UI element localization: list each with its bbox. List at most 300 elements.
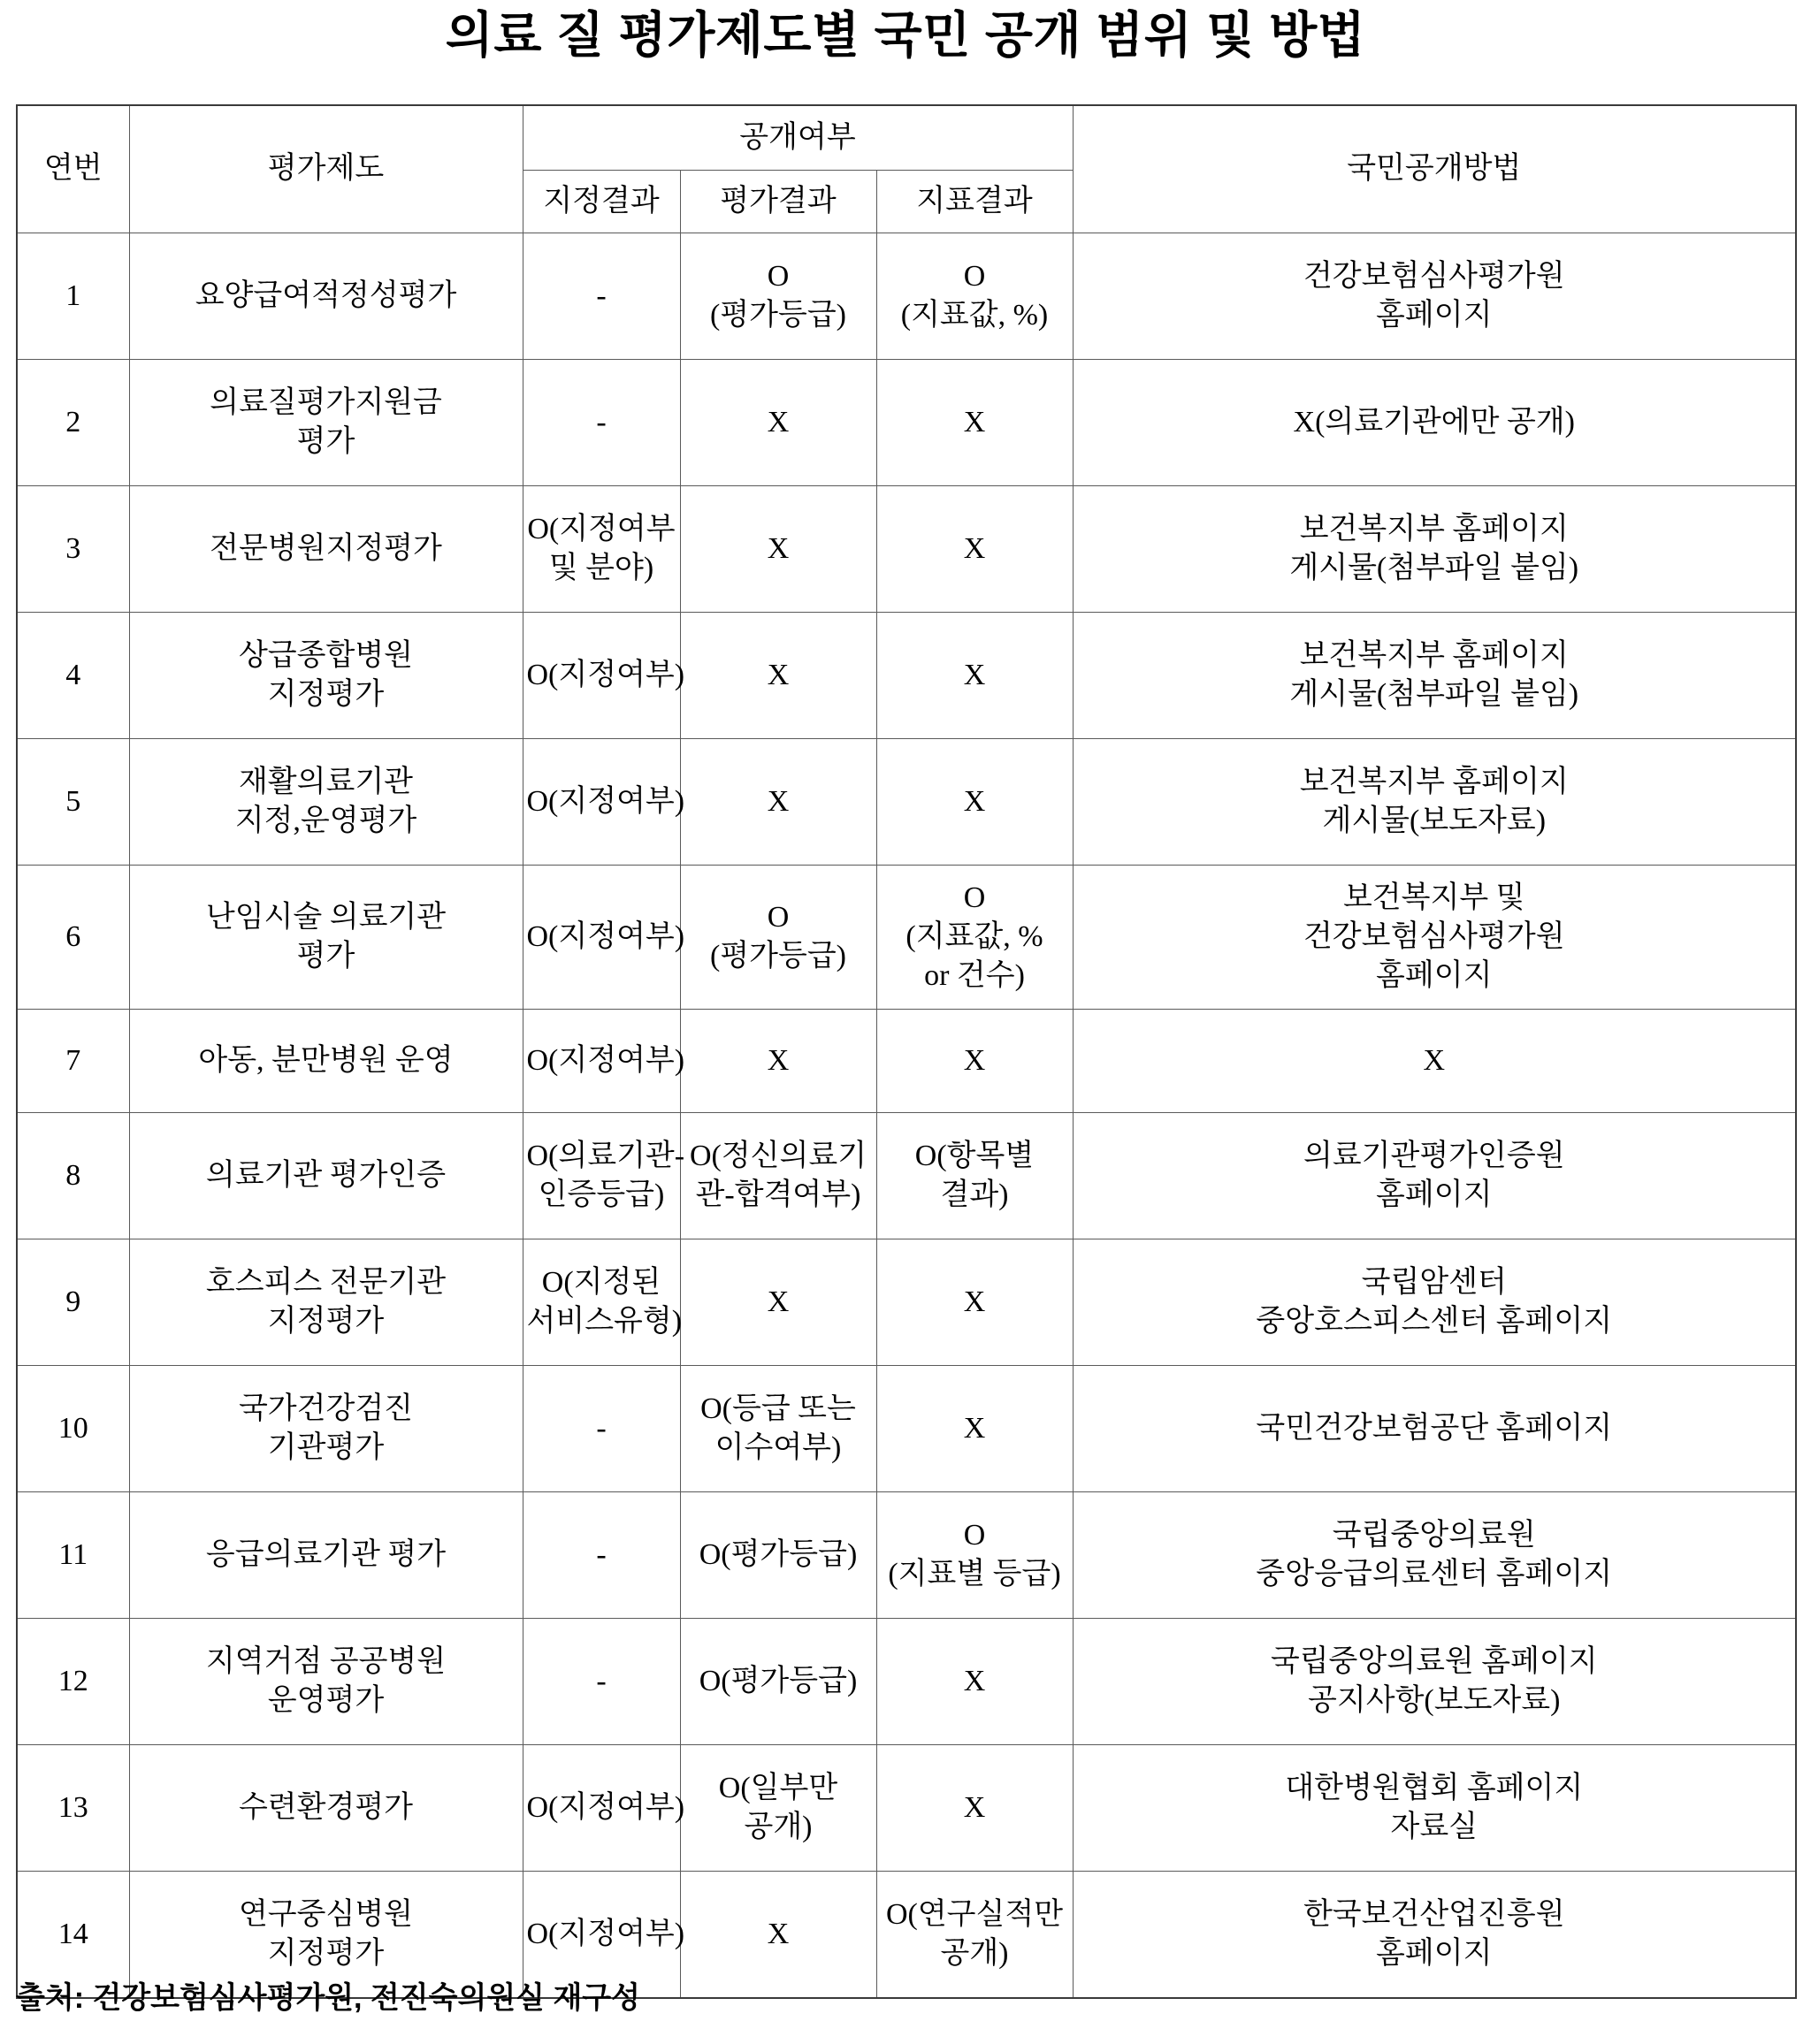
- cell-evaluation-text: [684, 782, 873, 821]
- table-row: [17, 613, 1796, 739]
- cell-system-line: 운영평가: [267, 1684, 385, 1717]
- cell-evaluation-line: X: [767, 1043, 790, 1077]
- cell-system: [129, 1619, 523, 1745]
- cell-evaluation-line: O(정신의료기: [689, 1139, 867, 1172]
- cell-no: [17, 739, 129, 866]
- cell-evaluation-text: [684, 257, 873, 335]
- cell-evaluation-line: O(일부만: [718, 1771, 838, 1804]
- cell-designation: [523, 1113, 685, 1239]
- cell-designation-text: [527, 277, 676, 316]
- cell-designation: [523, 613, 685, 739]
- cell-method-line: 홈페이지: [1376, 1937, 1493, 1970]
- cell-designation: [523, 1745, 685, 1872]
- cell-method: [1073, 1113, 1796, 1239]
- cell-indicator: [876, 360, 1073, 486]
- cell-no: [17, 1113, 129, 1239]
- cell-evaluation-text: [684, 656, 873, 695]
- cell-evaluation: [680, 1745, 876, 1872]
- cell-designation-line: O(지정여부): [526, 1917, 685, 1950]
- cell-evaluation-line: O: [767, 900, 790, 934]
- table-row: [17, 1619, 1796, 1745]
- column-header-group-disclosure: 공개여부: [523, 105, 1073, 171]
- cell-indicator-line: O: [963, 259, 986, 293]
- cell-indicator-line: X: [963, 405, 986, 439]
- cell-no-line: 1: [65, 278, 81, 312]
- cell-evaluation-text: [684, 1662, 873, 1701]
- cell-system: [129, 1366, 523, 1492]
- cell-designation-line: 인증등급): [538, 1178, 665, 1211]
- cell-method: [1073, 233, 1796, 360]
- cell-evaluation: [680, 233, 876, 360]
- cell-designation-line: O(지정여부): [526, 658, 685, 691]
- cell-evaluation-line: (평가등급): [709, 299, 847, 332]
- cell-method-text: [1077, 1041, 1792, 1080]
- cell-no: [17, 1745, 129, 1872]
- table-row: [17, 486, 1796, 613]
- cell-method-text: [1077, 1137, 1792, 1215]
- cell-method: [1073, 1492, 1796, 1619]
- cell-evaluation-line: O(평가등급): [699, 1537, 858, 1571]
- cell-indicator: [876, 1619, 1073, 1745]
- cell-designation: [523, 1010, 685, 1113]
- cell-evaluation-text: [684, 1915, 873, 1954]
- cell-no-line: 10: [57, 1411, 88, 1445]
- cell-designation-line: -: [596, 1411, 607, 1445]
- cell-designation: [523, 486, 680, 613]
- cell-designation-text: [527, 1536, 676, 1575]
- cell-system-text: [134, 277, 519, 316]
- cell-method-line: 게시물(보도자료): [1322, 805, 1547, 837]
- cell-method-line: 대한병원협회 홈페이지: [1285, 1771, 1584, 1804]
- cell-system-line: 지정평가: [267, 678, 385, 711]
- cell-system: [129, 866, 523, 1010]
- table-body: [17, 233, 1796, 1999]
- cell-method-text: [1077, 1643, 1792, 1720]
- cell-no-text: [21, 1041, 126, 1080]
- cell-no: [17, 1010, 129, 1113]
- cell-indicator: [876, 233, 1073, 360]
- cell-method: [1073, 739, 1796, 866]
- cell-system-line: 재활의료기관: [238, 765, 414, 798]
- cell-evaluation: [680, 1492, 876, 1619]
- cell-indicator-line: (지표값, %: [906, 919, 1043, 953]
- cell-evaluation-line: (평가등급): [709, 940, 847, 972]
- cell-evaluation-line: 관-합격여부): [695, 1178, 861, 1211]
- cell-system-line: 지정,운영평가: [234, 805, 417, 837]
- cell-designation-line: 서비스유형): [526, 1305, 683, 1338]
- cell-no-line: 11: [58, 1537, 88, 1571]
- cell-method-text: [1077, 1263, 1792, 1341]
- cell-evaluation: [680, 360, 876, 486]
- cell-method: [1073, 1010, 1796, 1113]
- cell-system: [129, 739, 523, 866]
- cell-evaluation-line: O(평가등급): [699, 1664, 858, 1697]
- cell-no: [17, 1492, 129, 1619]
- cell-no-text: [21, 1283, 126, 1322]
- cell-no-text: [21, 403, 126, 442]
- cell-method: [1073, 866, 1796, 1010]
- cell-evaluation: [680, 1872, 876, 1999]
- cell-designation-line: -: [596, 1664, 607, 1697]
- cell-method: [1073, 486, 1796, 613]
- cell-evaluation: [680, 1010, 876, 1113]
- cell-no-line: 8: [65, 1158, 81, 1192]
- cell-method-line: 보건복지부 홈페이지: [1299, 638, 1569, 672]
- cell-no-text: [21, 1156, 126, 1195]
- cell-no-text: [21, 656, 126, 695]
- cell-designation-line: -: [596, 1537, 607, 1571]
- cell-system-text: [134, 898, 519, 976]
- cell-no-line: 12: [57, 1664, 88, 1697]
- cell-designation: [523, 1366, 680, 1492]
- column-header-method: 국민공개방법: [1073, 105, 1796, 233]
- table-row: [17, 739, 1796, 866]
- table-row: [17, 360, 1796, 486]
- cell-indicator-line: X: [963, 658, 986, 691]
- cell-system-line: 상급종합병원: [238, 638, 414, 672]
- cell-designation: [523, 1239, 683, 1366]
- cell-designation-text: [526, 918, 685, 957]
- cell-system-line: 의료기관 평가인증: [205, 1158, 447, 1192]
- cell-system-text: [134, 637, 519, 714]
- cell-indicator: [876, 613, 1073, 739]
- table-header: [17, 105, 1796, 233]
- cell-indicator-line: 공개): [940, 1937, 1009, 1970]
- cell-indicator-text: [881, 1041, 1069, 1080]
- cell-evaluation-line: X: [767, 784, 790, 818]
- cell-evaluation-line: X: [767, 1917, 790, 1950]
- column-header-designation-result: 지정결과: [523, 171, 680, 233]
- cell-designation: [523, 739, 685, 866]
- cell-evaluation: [680, 486, 876, 613]
- cell-designation-line: -: [596, 278, 607, 312]
- cell-method: [1073, 1872, 1796, 1999]
- cell-method-line: 건강보험심사평가원: [1303, 259, 1565, 293]
- cell-method-text: [1077, 1516, 1792, 1594]
- column-header-no: 연번: [17, 105, 129, 233]
- cell-designation: [523, 233, 680, 360]
- cell-system-line: 의료질평가지원금: [210, 385, 442, 419]
- cell-designation-text: [526, 1137, 685, 1215]
- cell-method-line: 국립암센터: [1361, 1265, 1507, 1299]
- cell-evaluation-line: O: [767, 259, 790, 293]
- cell-system-text: [134, 384, 519, 461]
- cell-system-line: 호스피스 전문기관: [205, 1265, 447, 1299]
- cell-indicator-text: [881, 1662, 1069, 1701]
- cell-indicator-line: (지표별 등급): [888, 1558, 1061, 1590]
- cell-indicator-text: [881, 403, 1069, 442]
- cell-indicator: [876, 1010, 1073, 1113]
- cell-indicator-text: [881, 530, 1069, 568]
- cell-evaluation: [680, 866, 876, 1010]
- cell-indicator-text: [881, 1137, 1069, 1215]
- cell-method: [1073, 613, 1796, 739]
- cell-evaluation-line: 이수여부): [714, 1431, 842, 1464]
- cell-no-line: 2: [65, 405, 81, 439]
- cell-designation-text: [527, 403, 676, 442]
- cell-evaluation: [680, 1366, 876, 1492]
- cell-designation-text: [526, 1041, 685, 1080]
- cell-evaluation-text: [684, 530, 873, 568]
- cell-system-line: 기관평가: [267, 1431, 385, 1464]
- cell-designation: [523, 1492, 680, 1619]
- cell-no-text: [21, 530, 126, 568]
- cell-method: [1073, 360, 1796, 486]
- cell-no-text: [21, 1536, 126, 1575]
- cell-method-line: X(의료기관에만 공개): [1293, 405, 1575, 439]
- cell-indicator: [876, 486, 1073, 613]
- cell-method-line: 홈페이지: [1376, 299, 1493, 332]
- cell-system: [129, 233, 523, 360]
- cell-indicator: [876, 1113, 1073, 1239]
- cell-indicator-text: [881, 1895, 1069, 1973]
- cell-no-line: 9: [65, 1285, 81, 1318]
- cell-no: [17, 613, 129, 739]
- cell-system-line: 아동, 분만병원 운영: [198, 1043, 454, 1077]
- cell-method-text: [1077, 1409, 1792, 1448]
- cell-no-line: 4: [65, 658, 81, 691]
- cell-designation: [523, 1619, 680, 1745]
- cell-evaluation-line: X: [767, 405, 790, 439]
- cell-no-text: [21, 1915, 126, 1954]
- cell-no-line: 6: [65, 919, 81, 953]
- cell-designation-line: O(지정여부: [527, 512, 676, 545]
- cell-system-text: [134, 1041, 519, 1080]
- cell-no: [17, 1239, 129, 1366]
- cell-indicator-line: X: [963, 1285, 986, 1318]
- cell-no-text: [21, 1409, 126, 1448]
- cell-system: [129, 1010, 523, 1113]
- table-row: [17, 1113, 1796, 1239]
- cell-system-line: 평가: [296, 425, 355, 458]
- cell-method-text: [1077, 1895, 1792, 1973]
- cell-designation-line: O(의료기관-: [526, 1139, 685, 1172]
- cell-designation-line: -: [596, 405, 607, 439]
- cell-method-line: 보건복지부 홈페이지: [1299, 765, 1569, 798]
- cell-method-line: 한국보건산업진흥원: [1303, 1897, 1565, 1931]
- disclosure-table: [16, 104, 1797, 1999]
- cell-indicator-text: [881, 1283, 1069, 1322]
- cell-system-line: 국가건강검진: [238, 1392, 414, 1425]
- cell-system-text: [134, 1788, 519, 1827]
- cell-indicator-line: O(연구실적만: [885, 1897, 1064, 1931]
- cell-indicator-text: [881, 782, 1069, 821]
- cell-indicator-line: O(항목별: [914, 1139, 1035, 1172]
- cell-no-text: [21, 1788, 126, 1827]
- cell-indicator: [876, 1872, 1073, 1999]
- cell-designation-text: [526, 1788, 685, 1827]
- cell-system-line: 지정평가: [267, 1937, 385, 1970]
- cell-indicator-text: [881, 1516, 1069, 1594]
- cell-indicator: [876, 1239, 1073, 1366]
- cell-designation-line: O(지정여부): [526, 784, 685, 818]
- cell-evaluation-text: [684, 898, 873, 976]
- cell-system-line: 전문병원지정평가: [210, 531, 442, 565]
- cell-system: [129, 1492, 523, 1619]
- cell-designation-text: [526, 782, 685, 821]
- cell-no-line: 14: [57, 1917, 88, 1950]
- cell-system: [129, 1745, 523, 1872]
- cell-evaluation-line: X: [767, 1285, 790, 1318]
- cell-method-line: X: [1423, 1043, 1446, 1077]
- cell-method-text: [1077, 1769, 1792, 1847]
- table-row: [17, 1010, 1796, 1113]
- cell-evaluation: [680, 1113, 876, 1239]
- cell-indicator-line: (지표값, %): [900, 299, 1049, 332]
- cell-system-line: 응급의료기관 평가: [205, 1537, 447, 1571]
- cell-indicator: [876, 1492, 1073, 1619]
- cell-designation-line: O(지정여부): [526, 1043, 685, 1077]
- cell-designation-text: [526, 656, 685, 695]
- table-row: [17, 233, 1796, 360]
- cell-method-line: 게시물(첨부파일 붙임): [1289, 552, 1579, 584]
- cell-indicator-line: X: [963, 1411, 986, 1445]
- cell-designation-line: O(지정여부): [526, 919, 685, 953]
- cell-system-line: 요양급여적정성평가: [195, 278, 457, 312]
- cell-method-text: [1077, 403, 1792, 442]
- cell-method: [1073, 1366, 1796, 1492]
- cell-indicator-text: [881, 879, 1069, 996]
- cell-method-text: [1077, 257, 1792, 335]
- table-row: [17, 1492, 1796, 1619]
- cell-evaluation-text: [684, 1137, 873, 1215]
- cell-indicator-line: X: [963, 784, 986, 818]
- cell-system-text: [134, 763, 519, 841]
- cell-designation-text: [526, 1263, 683, 1341]
- cell-method: [1073, 1239, 1796, 1366]
- cell-designation-text: [527, 1409, 676, 1448]
- cell-evaluation-text: [684, 403, 873, 442]
- cell-indicator-line: or 건수): [924, 959, 1025, 993]
- cell-system-text: [134, 1156, 519, 1195]
- cell-method: [1073, 1619, 1796, 1745]
- cell-evaluation: [680, 613, 876, 739]
- cell-indicator-line: X: [963, 1790, 986, 1824]
- cell-method-line: 국민건강보험공단 홈페이지: [1256, 1411, 1613, 1445]
- cell-indicator-text: [881, 257, 1069, 335]
- cell-system: [129, 360, 523, 486]
- cell-no-text: [21, 1662, 126, 1701]
- cell-evaluation: [680, 1239, 876, 1366]
- cell-method-line: 게시물(첨부파일 붙임): [1289, 678, 1579, 711]
- cell-evaluation-text: [684, 1390, 873, 1468]
- table-row: [17, 1239, 1796, 1366]
- cell-method-line: 국립중앙의료원: [1332, 1518, 1536, 1552]
- cell-evaluation-line: O(등급 또는: [700, 1392, 856, 1425]
- cell-system-line: 연구중심병원: [238, 1897, 414, 1931]
- cell-system-text: [134, 1390, 519, 1468]
- cell-method-line: 국립중앙의료원 홈페이지: [1270, 1644, 1598, 1678]
- cell-method-line: 홈페이지: [1376, 959, 1493, 993]
- disclosure-table-container: [16, 104, 1795, 1999]
- cell-no: [17, 1366, 129, 1492]
- cell-system-line: 평가: [296, 940, 355, 972]
- column-header-indicator-result: 지표결과: [876, 171, 1073, 233]
- cell-indicator: [876, 739, 1073, 866]
- cell-designation: [523, 866, 685, 1010]
- cell-designation-line: O(지정여부): [526, 1790, 685, 1824]
- cell-system-text: [134, 1895, 519, 1973]
- cell-method-line: 홈페이지: [1376, 1178, 1493, 1211]
- table-row: [17, 1366, 1796, 1492]
- cell-system-text: [134, 1643, 519, 1720]
- column-header-evaluation-result: 평가결과: [680, 171, 876, 233]
- cell-indicator: [876, 866, 1073, 1010]
- table-row: [17, 866, 1796, 1010]
- cell-no-text: [21, 918, 126, 957]
- column-header-system: 평가제도: [129, 105, 523, 233]
- cell-method-line: 보건복지부 홈페이지: [1299, 512, 1569, 545]
- cell-no-line: 5: [65, 784, 81, 818]
- table-row: [17, 1745, 1796, 1872]
- cell-indicator-text: [881, 656, 1069, 695]
- cell-designation: [523, 360, 680, 486]
- cell-no-text: [21, 277, 126, 316]
- cell-method-text: [1077, 879, 1792, 996]
- cell-no-line: 3: [65, 531, 81, 565]
- cell-system-line: 지정평가: [267, 1305, 385, 1338]
- cell-system-text: [134, 530, 519, 568]
- cell-evaluation-text: [684, 1283, 873, 1322]
- cell-evaluation-text: [684, 1041, 873, 1080]
- cell-method-line: 건강보험심사평가원: [1303, 919, 1565, 953]
- cell-no-line: 7: [65, 1043, 81, 1077]
- cell-indicator-text: [881, 1788, 1069, 1827]
- cell-designation-text: [527, 510, 676, 588]
- cell-method-line: 중앙응급의료센터 홈페이지: [1256, 1558, 1613, 1590]
- cell-no-line: 13: [57, 1790, 88, 1824]
- cell-evaluation: [680, 739, 876, 866]
- cell-indicator-line: O: [963, 881, 986, 914]
- cell-indicator-line: X: [963, 1043, 986, 1077]
- cell-system-line: 수련환경평가: [238, 1790, 414, 1824]
- cell-indicator-line: X: [963, 1664, 986, 1697]
- cell-designation-text: [527, 1662, 676, 1701]
- cell-method-line: 자료실: [1390, 1811, 1479, 1843]
- cell-method-text: [1077, 763, 1792, 841]
- cell-system-line: 지역거점 공공병원: [205, 1644, 447, 1678]
- cell-method-line: 중앙호스피스센터 홈페이지: [1256, 1305, 1613, 1338]
- cell-designation-line: 및 분야): [548, 552, 654, 584]
- cell-method-line: 보건복지부 및: [1342, 881, 1525, 914]
- cell-method-text: [1077, 637, 1792, 714]
- cell-no: [17, 360, 129, 486]
- cell-evaluation-text: [684, 1536, 873, 1575]
- cell-no-text: [21, 782, 126, 821]
- cell-system-text: [134, 1536, 519, 1575]
- cell-system: [129, 613, 523, 739]
- cell-system: [129, 486, 523, 613]
- cell-evaluation: [680, 1619, 876, 1745]
- cell-system: [129, 1113, 523, 1239]
- cell-no: [17, 233, 129, 360]
- cell-system: [129, 1239, 523, 1366]
- cell-indicator-line: 결과): [940, 1178, 1009, 1211]
- cell-indicator-line: O: [963, 1518, 986, 1552]
- cell-system-text: [134, 1263, 519, 1341]
- cell-method-line: 의료기관평가인증원: [1303, 1139, 1565, 1172]
- cell-evaluation-line: X: [767, 658, 790, 691]
- cell-evaluation-text: [684, 1769, 873, 1847]
- cell-evaluation-line: 공개): [744, 1811, 813, 1843]
- cell-indicator-line: X: [963, 531, 986, 565]
- cell-system-line: 난임시술 의료기관: [205, 900, 447, 934]
- cell-method-line: 공지사항(보도자료): [1308, 1684, 1561, 1717]
- cell-designation-text: [526, 1915, 685, 1954]
- cell-evaluation-line: X: [767, 531, 790, 565]
- cell-no: [17, 486, 129, 613]
- page-title: 의료 질 평가제도별 국민 공개 범위 및 방법: [445, 7, 1366, 63]
